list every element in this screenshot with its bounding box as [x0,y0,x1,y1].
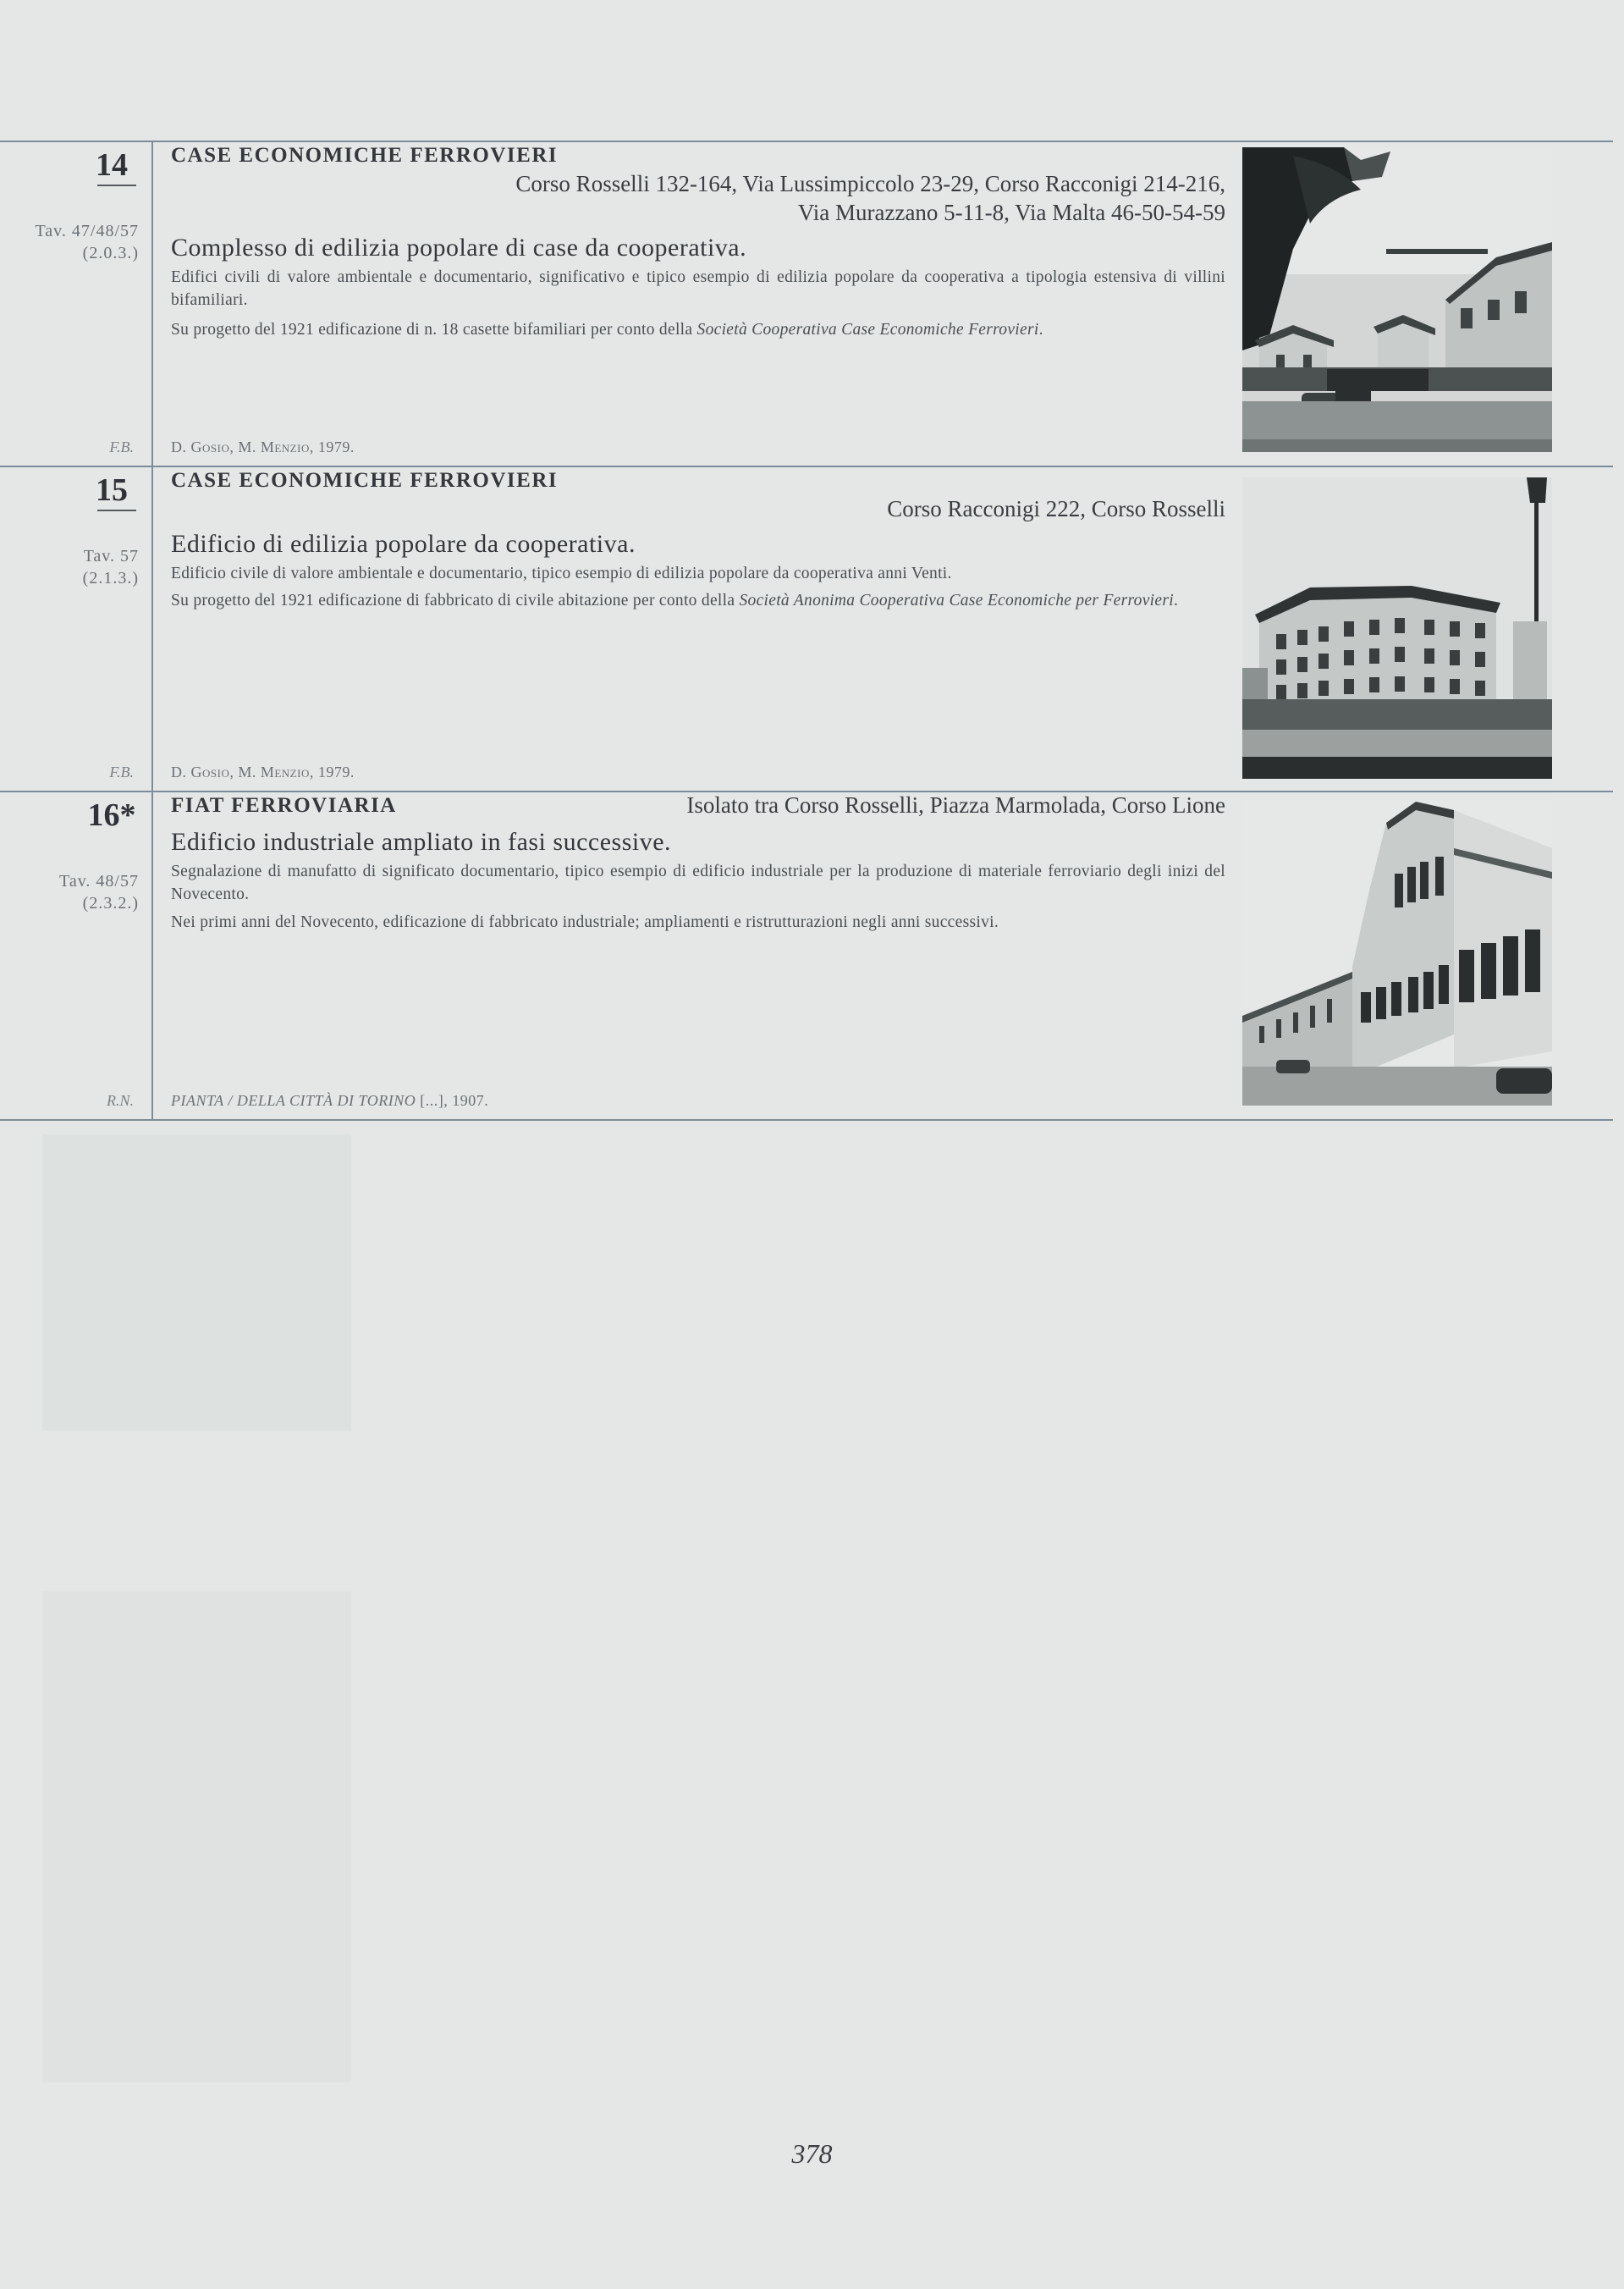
author-initials: F.B. [109,764,134,780]
entry-lead: Edificio di edilizia popolare da cooperativa. [171,530,636,558]
address-line: Isolato tra Corso Rosselli, Piazza Marmolada, Corso Lione [686,792,1225,818]
source-author: D. Gosio, M. Menzio [171,438,310,455]
entry-content [171,466,1225,791]
entry-content [171,791,1225,1119]
entry-source [171,764,355,781]
entry-title: CASE ECONOMICHE FERROVIERI [171,469,559,492]
entry-history [171,318,1225,341]
entry-history [171,589,1225,612]
entry-address [515,169,1225,227]
entry-lead: Complesso di edilizia popolare di case da cooperativa. [171,234,747,262]
history-end: . [1173,592,1179,609]
history-text: Su progetto del 1921 edificazione di n. 18 casette bifamiliari per conto della [171,321,697,339]
address-line: Corso Rosselli 132-164, Via Lussimpiccolo 23-29, Corso Racconigi 214-216, [515,171,1225,196]
entry-number-underline [97,510,136,511]
history-text: Su progetto del 1921 edificazione di fabbricato di civile abitazione per conto della [171,592,740,609]
entry-16 [0,791,1613,1119]
source-title: PIANTA / DELLA CITTÀ DI TORINO [171,1092,416,1109]
entry-number-underline [97,185,136,186]
entry-number: 16* [87,797,136,833]
apartment-photo [1242,477,1552,779]
tav-line: Tav. 47/48/57 [35,222,139,240]
entry-title: FIAT FERROVIARIA [171,794,397,817]
history-client: Società Cooperativa Case Economiche Ferrovieri [696,321,1039,339]
entry-15 [0,466,1613,791]
bleed-through-shadow [42,1591,351,2082]
entry-number: 14 [96,147,128,183]
entry-source [171,1092,488,1110]
history-end: . [1038,321,1043,339]
history-client: Società Anonima Cooperativa Case Economiche per Ferrovieri [739,592,1174,609]
entry-description: Edificio civile di valore ambientale e documentario, tipico esempio di edilizia popolare da cooperativa anni Venti. [171,565,952,582]
history-text: Nei primi anni del Novecento, edificazione di fabbricato industriale; ampliamenti e ristrutturazioni negli anni successivi. [171,913,999,931]
tav-reference [0,870,139,914]
tav-code: (2.1.3.) [82,569,139,587]
address-line: Via Murazzano 5-11-8, Via Malta 46-50-54-59 [797,200,1225,225]
address-line: Corso Racconigi 222, Corso Rosselli [887,496,1225,521]
page-number: 378 [791,2138,833,2169]
entry-number: 15 [96,472,128,508]
author-initials: R.N. [106,1092,134,1109]
factory-photo [1242,797,1552,1106]
entry-lead: Edificio industriale ampliato in fasi successive. [171,828,672,856]
entry-content [171,141,1225,466]
tav-line: Tav. 57 [83,547,139,565]
entry-description: Edifici civili di valore ambientale e documentario, significativo e tipico esempio di edilizia popolare da cooperativa a tipologia estensiva di villini bifamiliari. [171,268,1225,309]
entry-address [686,791,1225,819]
source-year: [...], 1907. [416,1092,489,1109]
source-author: D. Gosio, M. Menzio [171,764,310,780]
villini-photo [1242,147,1552,452]
entry-source [171,438,355,456]
source-year: , 1979. [309,438,355,455]
bleed-through-shadow [42,1134,351,1431]
author-initials: F.B. [109,438,134,455]
entry-14 [0,141,1613,466]
tav-reference [0,220,139,264]
source-year: , 1979. [309,764,355,780]
tav-reference [0,545,139,589]
entry-title: CASE ECONOMICHE FERROVIERI [171,144,559,167]
tav-line: Tav. 48/57 [59,872,139,891]
tav-code: (2.0.3.) [82,244,139,262]
entry-history [171,911,1225,934]
entry-address [887,494,1225,523]
entry-divider [0,1119,1613,1121]
tav-code: (2.3.2.) [82,894,139,913]
entry-description: Segnalazione di manufatto di significato documentario, tipico esempio di edificio industriale per la produzione di materiale ferroviario degli inizi del Novecento. [171,863,1225,903]
